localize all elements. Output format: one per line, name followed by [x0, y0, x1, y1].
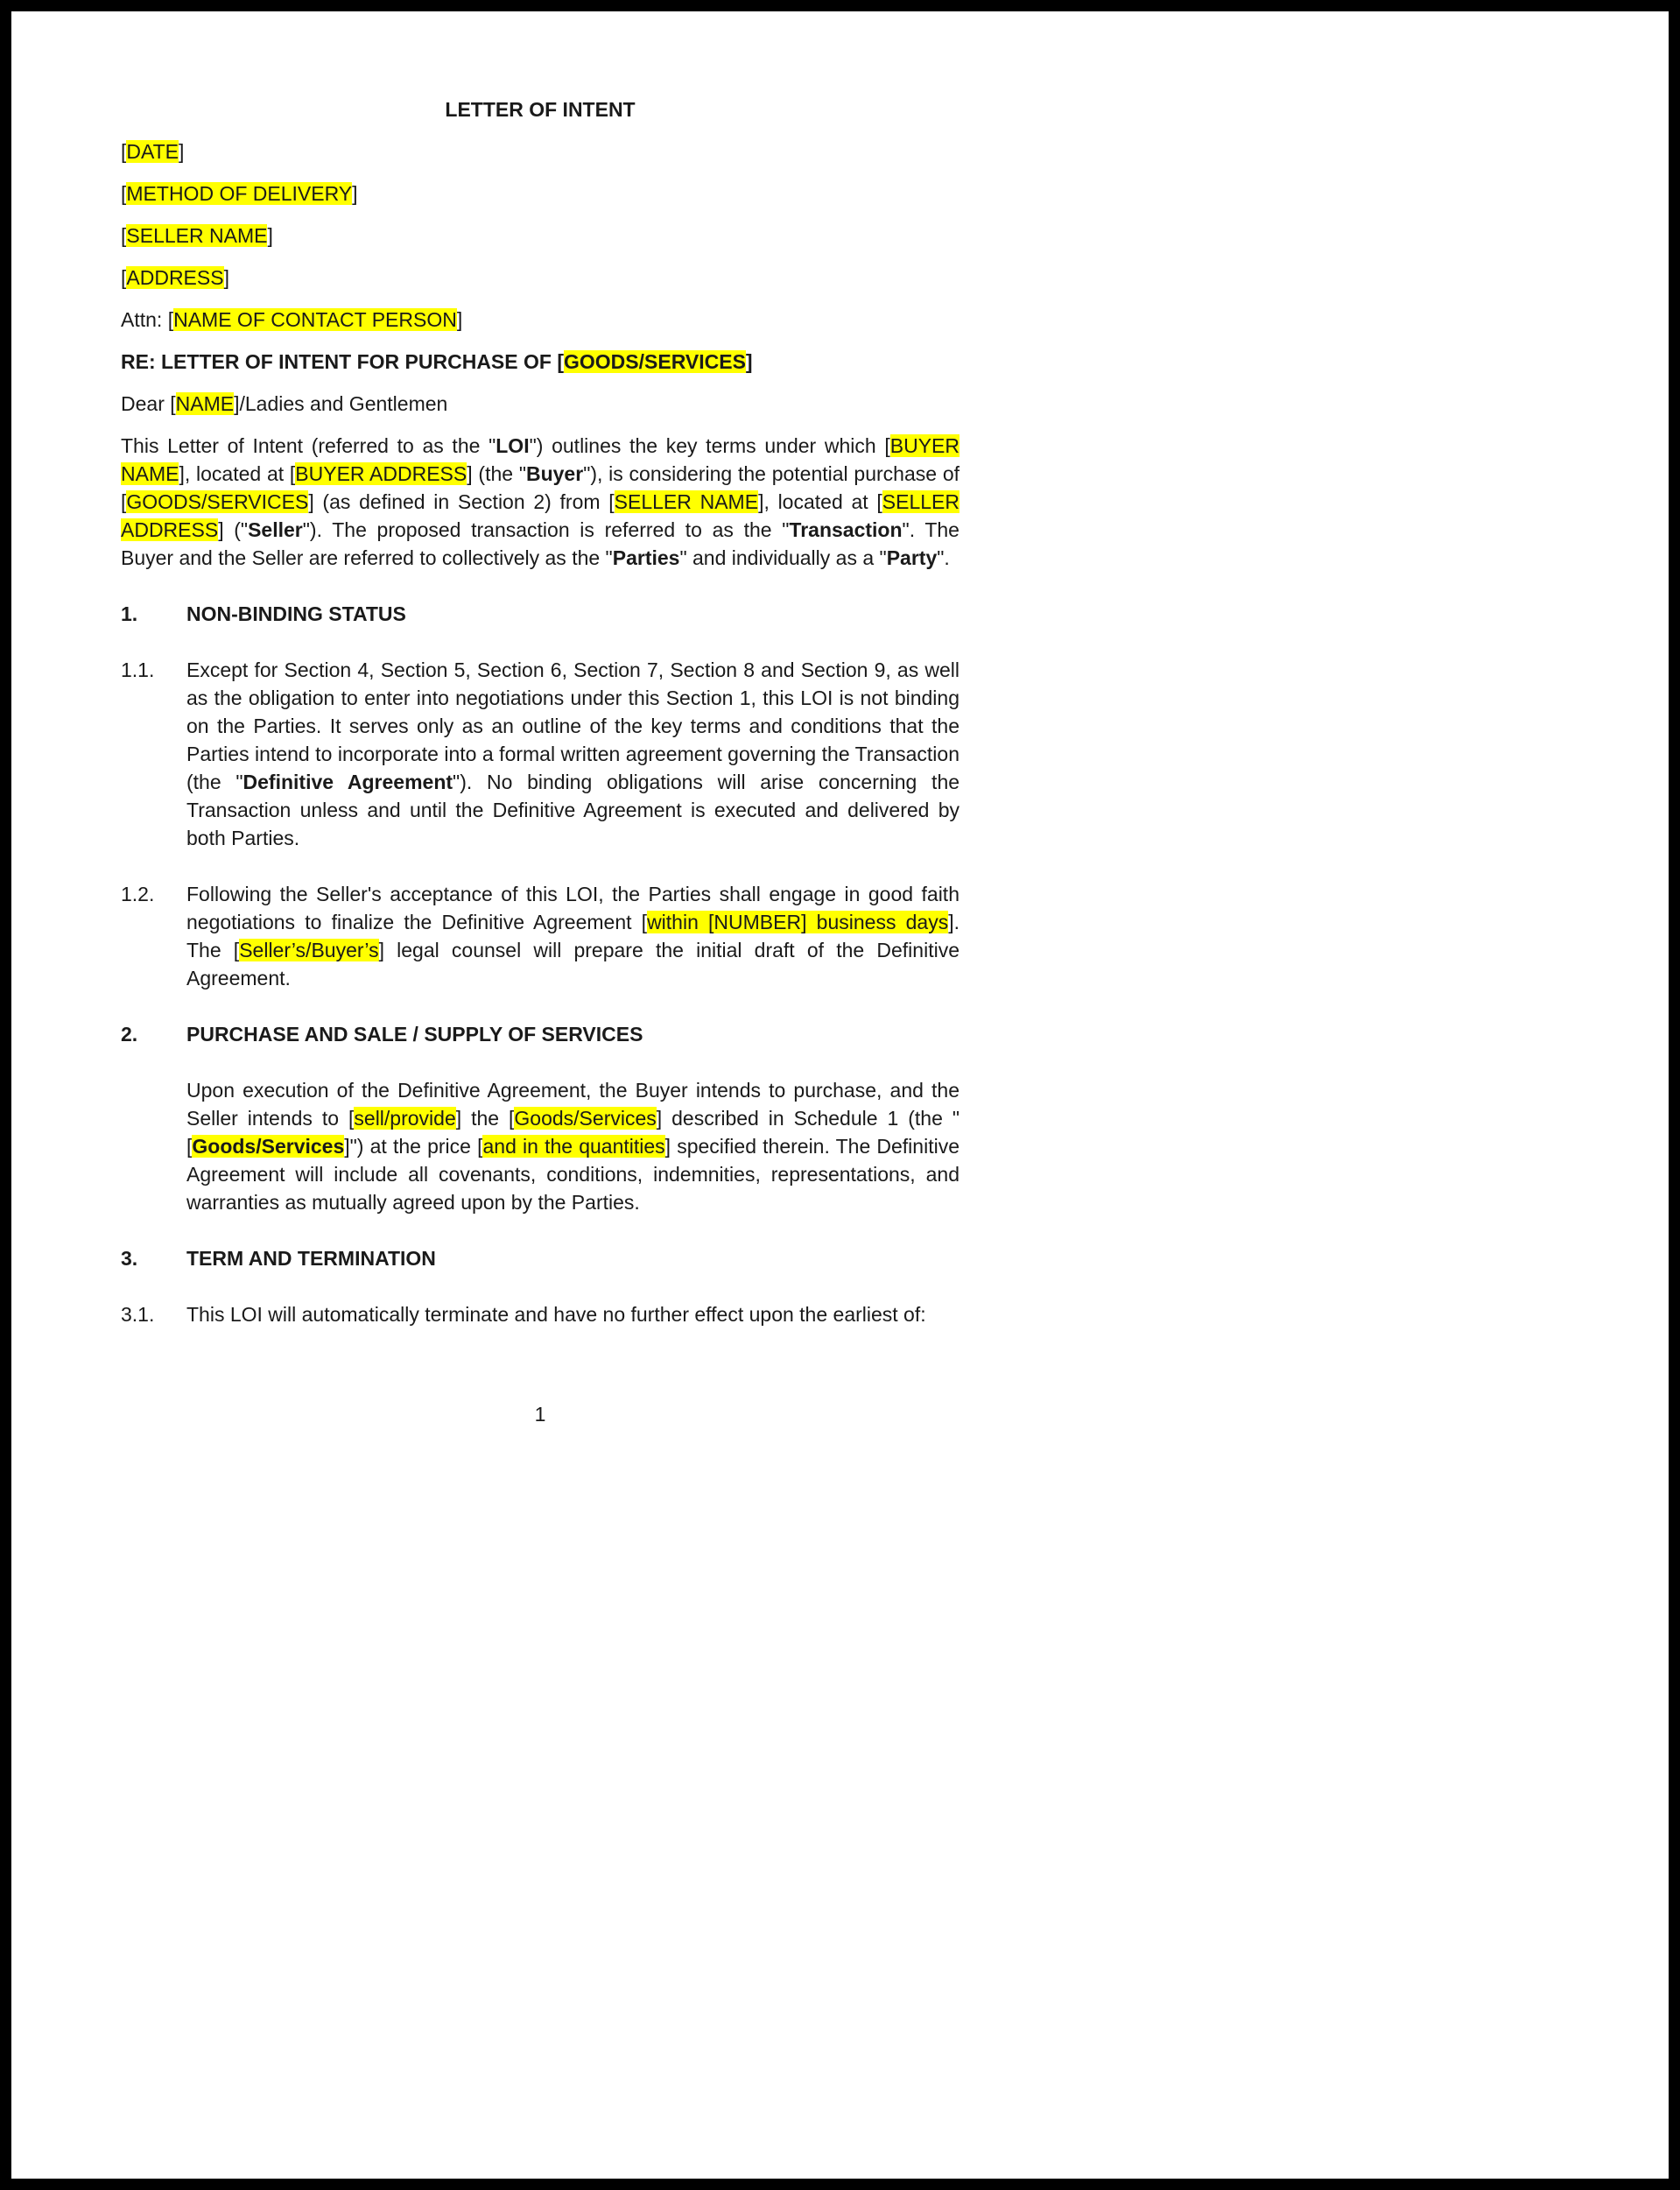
text-run: Dear [	[121, 392, 176, 415]
text-run: ]	[745, 350, 753, 373]
paragraph	[121, 222, 959, 250]
text-run: ]/Ladies and Gentlemen	[234, 392, 448, 415]
paragraph	[121, 348, 959, 376]
text-run: ] ("	[218, 518, 249, 541]
text-run: LETTER OF INTENT	[445, 98, 636, 121]
text-run: ]	[223, 266, 229, 289]
text-run: ") outlines the key terms under which [	[529, 434, 890, 457]
placeholder-highlight: Goods/Services	[514, 1107, 657, 1130]
placeholder-highlight: within [NUMBER] business days	[647, 911, 949, 933]
text-run: "). No binding obligations will arise concerning the Transaction unless and until the Definitive Agreement is executed and delivered by both Parties.	[186, 771, 960, 849]
paragraph	[121, 137, 959, 165]
text-run: Party	[886, 546, 938, 569]
text-run: Buyer	[525, 462, 584, 485]
paragraph	[121, 306, 959, 334]
text-run: " and individually as a "	[679, 546, 887, 569]
paragraph	[121, 390, 959, 418]
text-run: Upon execution of the Definitive Agreement, the Buyer intends to purchase, and the Seller intends to [	[186, 1079, 959, 1130]
text-run: Transaction	[789, 518, 903, 541]
paragraph-text	[186, 1303, 926, 1326]
text-run: ". The Buyer and the Seller are referred to collectively as the "	[121, 518, 959, 569]
text-run: NON-BINDING STATUS	[186, 602, 406, 625]
text-run: ]") at the price [	[344, 1135, 483, 1158]
document-title	[121, 95, 959, 123]
text-run: This Letter of Intent (referred to as the "	[121, 434, 496, 457]
placeholder-highlight: BUYER ADDRESS	[295, 462, 467, 485]
placeholder-highlight: GOODS/SERVICES	[564, 350, 746, 373]
text-run: ]	[456, 308, 463, 331]
text-run: ]	[352, 182, 358, 205]
paragraph-number: 2.	[121, 1023, 138, 1046]
paragraph-number: 3.	[121, 1247, 138, 1270]
placeholder-highlight: sell/provide	[354, 1107, 456, 1130]
placeholder-highlight: NAME OF CONTACT PERSON	[173, 308, 457, 331]
paragraph	[121, 264, 959, 292]
paragraph-text	[121, 350, 753, 373]
paragraph-text	[121, 224, 273, 247]
text-run: "). The proposed transaction is referred to as the "	[302, 518, 790, 541]
document-blocks	[121, 95, 959, 1328]
placeholder-highlight: Seller’s/Buyer’s	[239, 939, 379, 961]
paragraph-text	[186, 602, 406, 625]
placeholder-highlight: SELLER NAME	[126, 224, 268, 247]
paragraph-text	[186, 1079, 959, 1214]
text-run: ] specified therein. The Definitive Agreement will include all covenants, conditions, indemnities, representations, and warranties as mutually agreed upon by the Parties.	[186, 1135, 959, 1214]
text-run: [	[121, 140, 127, 163]
text-run: ] (as defined in Section 2) from [	[308, 490, 615, 513]
paragraph-text	[186, 1023, 643, 1046]
text-run: [	[121, 182, 127, 205]
paragraph-number: 1.2.	[121, 883, 155, 905]
text-run: ]	[179, 140, 185, 163]
section-heading	[121, 1244, 959, 1272]
placeholder-highlight: METHOD OF DELIVERY	[126, 182, 353, 205]
paragraph-text	[121, 308, 462, 331]
text-run: Seller	[248, 518, 303, 541]
placeholder-highlight: ADDRESS	[126, 266, 224, 289]
placeholder-highlight: DATE	[126, 140, 179, 163]
text-run: "), is considering the potential purchase of [	[121, 462, 959, 513]
text-run: ".	[937, 546, 950, 569]
placeholder-highlight: Goods/Services	[192, 1135, 345, 1158]
paragraph-text	[445, 98, 635, 121]
text-run: Parties	[612, 546, 680, 569]
paragraph-text	[121, 392, 447, 415]
section-heading	[121, 1020, 959, 1048]
text-run: Following the Seller's acceptance of this LOI, the Parties shall engage in good faith negotiations to finalize the Definitive Agreement [	[186, 883, 959, 933]
text-run: ] described in Schedule 1 (the "[	[186, 1107, 959, 1158]
text-run: ] (the "	[467, 462, 526, 485]
text-run: Attn: [	[121, 308, 174, 331]
text-run: Definitive Agreement	[243, 771, 453, 793]
paragraph-text	[121, 266, 229, 289]
paragraph	[121, 1300, 959, 1328]
paragraph-text	[121, 434, 959, 569]
text-run: [	[121, 266, 127, 289]
paragraph	[121, 880, 959, 992]
placeholder-highlight: GOODS/SERVICES	[126, 490, 309, 513]
paragraph-text	[121, 140, 184, 163]
text-run: PURCHASE AND SALE / SUPPLY OF SERVICES	[186, 1023, 643, 1046]
placeholder-highlight: BUYER NAME	[121, 434, 959, 485]
paragraph-text	[186, 883, 959, 989]
text-run: Except for Section 4, Section 5, Section 6, Section 7, Section 8 and Section 9, as well as the obligation to enter into negotiations under this Section 1, this LOI is not binding on the Parties. It serves only as an outline of the key terms and conditions that the Parties intend to incorporate into a formal written agreement governing the Transaction (the "	[186, 658, 959, 793]
placeholder-highlight: SELLER ADDRESS	[121, 490, 959, 541]
placeholder-highlight: SELLER NAME	[614, 490, 759, 513]
paragraph	[121, 1076, 959, 1216]
placeholder-highlight: and in the quantities	[482, 1135, 665, 1158]
text-run: ] legal counsel will prepare the initial draft of the Definitive Agreement.	[186, 939, 959, 989]
paragraph-text	[121, 182, 358, 205]
text-run: [	[121, 224, 127, 247]
paragraph	[121, 432, 959, 572]
text-run: ], located at [	[758, 490, 882, 513]
paragraph-text	[186, 1247, 436, 1270]
text-run: LOI	[496, 434, 530, 457]
paragraph-text	[186, 658, 959, 849]
paragraph	[121, 180, 959, 208]
document-content	[11, 11, 959, 1428]
section-heading	[121, 600, 959, 628]
placeholder-highlight: NAME	[175, 392, 235, 415]
paragraph	[121, 656, 959, 852]
text-run: ]. The [	[186, 911, 959, 961]
text-run: ]	[267, 224, 273, 247]
paragraph-number: 3.1.	[121, 1303, 155, 1326]
paragraph-number: 1.	[121, 602, 138, 625]
text-run: RE: LETTER OF INTENT FOR PURCHASE OF [	[121, 350, 564, 373]
text-run: This LOI will automatically terminate and have no further effect upon the earliest of:	[186, 1303, 926, 1326]
text-run: ] the [	[455, 1107, 515, 1130]
paragraph-number: 1.1.	[121, 658, 155, 681]
text-run: TERM AND TERMINATION	[186, 1247, 436, 1270]
page-number: 1	[534, 1403, 546, 1426]
text-run: ], located at [	[179, 462, 296, 485]
